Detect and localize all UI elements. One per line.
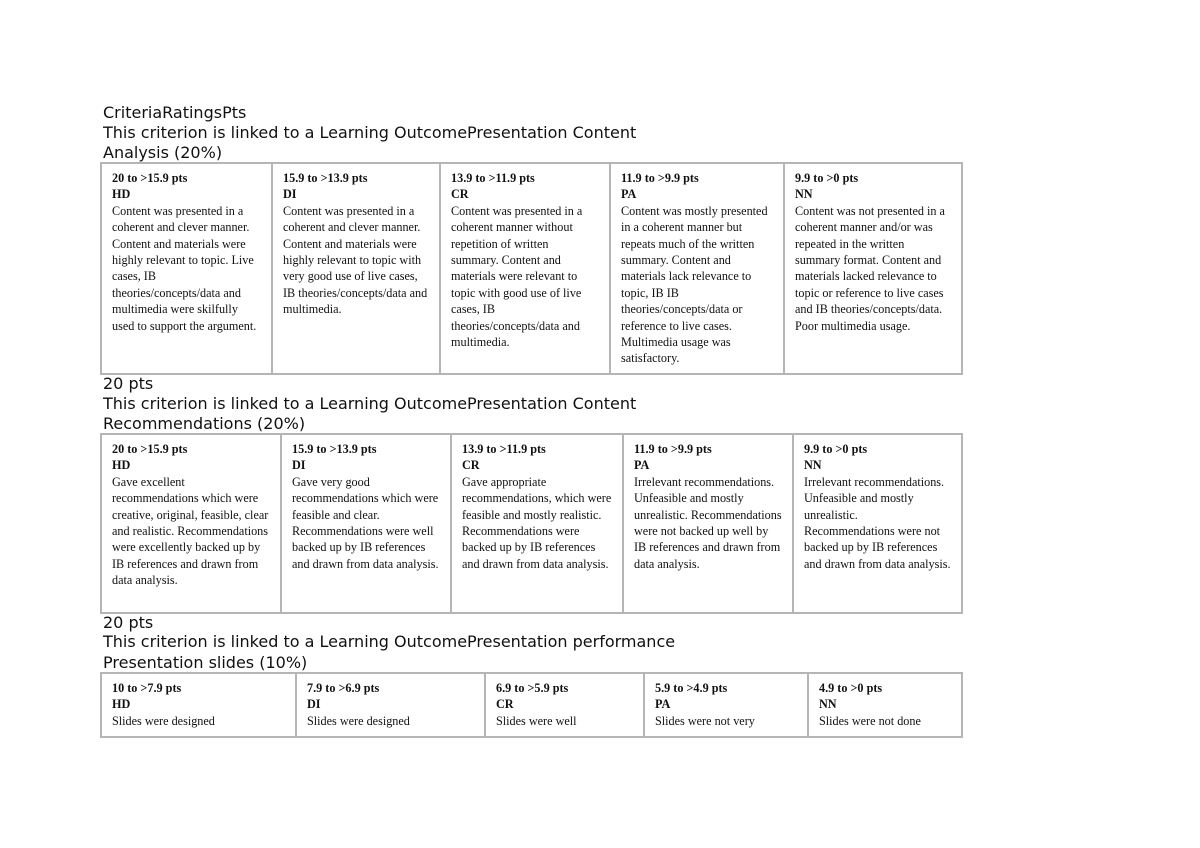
rating-range: 10 to >7.9 pts [112, 681, 182, 695]
rating-level: HD [112, 187, 131, 202]
rating-level: PA [655, 697, 671, 712]
rating-cell-nn [784, 163, 962, 374]
rating-level: PA [634, 458, 650, 473]
rating-range: 13.9 to >11.9 pts [451, 171, 535, 185]
rating-description: Content was presented in a coherent manner without repetition of written summary. Content and materials were relevant to topic with good use of live cases, IB theories/concepts/data and multimedia. [451, 203, 583, 350]
rating-description: Gave excellent recommendations which were creative, original, feasible, clear and realistic. Recommendations were excellently backed up by IB references and drawn from data analysis. [112, 474, 269, 588]
rating-range: 15.9 to >13.9 pts [292, 442, 377, 456]
criterion-3-title-line2: Presentation slides (10%) [103, 653, 308, 672]
rating-level: NN [819, 697, 837, 712]
rating-cell-cr [485, 673, 644, 737]
rating-description: Content was presented in a coherent and clever manner. Content and materials were highly relevant to topic. Live cases, IB theories/concepts/data and multimedia were skilfully used to support the argument. [112, 203, 257, 333]
criterion-2-ratings-table [100, 433, 963, 614]
rating-range: 20 to >15.9 pts [112, 442, 188, 456]
criterion-1-points: 20 pts [103, 374, 154, 393]
rating-cell-di [296, 673, 485, 737]
rating-range: 9.9 to >0 pts [795, 171, 859, 185]
rating-cell-hd [101, 673, 296, 737]
rating-level: DI [292, 458, 306, 473]
rating-range: 11.9 to >9.9 pts [621, 171, 699, 185]
rating-level: CR [496, 697, 514, 712]
rubric-header: CriteriaRatingsPts [103, 103, 247, 122]
rating-description: Slides were well [496, 713, 577, 728]
rating-cell-pa [644, 673, 808, 737]
rating-level: DI [283, 187, 297, 202]
criterion-1-title-line2: Analysis (20%) [103, 143, 223, 162]
rating-cell-cr [451, 434, 623, 613]
rating-range: 5.9 to >4.9 pts [655, 681, 728, 695]
rating-description: Irrelevant recommendations. Unfeasible and mostly unrealistic. Recommendations were not backed up well by IB references and drawn from data analysis. [634, 474, 782, 571]
rating-description: Gave very good recommendations which were feasible and clear. Recommendations were well backed up by IB references and drawn from data analysis. [292, 474, 439, 571]
criterion-2-title-line2: Recommendations (20%) [103, 414, 306, 433]
criterion-2-title-line1: This criterion is linked to a Learning OutcomePresentation Content [103, 394, 637, 413]
ratings-row [101, 673, 962, 737]
rating-level: HD [112, 458, 131, 473]
rating-range: 13.9 to >11.9 pts [462, 442, 546, 456]
rating-description: Slides were designed [112, 713, 215, 728]
rating-cell-di [272, 163, 440, 374]
ratings-row [101, 434, 962, 613]
rating-level: HD [112, 697, 131, 712]
rating-range: 9.9 to >0 pts [804, 442, 868, 456]
rating-cell-hd [101, 163, 272, 374]
rating-cell-cr [440, 163, 610, 374]
rating-range: 15.9 to >13.9 pts [283, 171, 368, 185]
rating-description: Content was not presented in a coherent manner and/or was repeated in the written summary format. Content and materials lacked relevance to topic or reference to live cases and IB theories/concepts/data. Poor multimedia usage. [795, 203, 945, 333]
rating-cell-di [281, 434, 451, 613]
rating-description: Content was mostly presented in a coherent manner but repeats much of the written summary. Content and materials lack relevance to topic, IB IB theories/concepts/data or reference to live cases. Multimedia usage was satisfactory. [621, 203, 768, 366]
criterion-3-ratings-table [100, 672, 963, 738]
rating-cell-pa [623, 434, 793, 613]
criterion-1-title-line1: This criterion is linked to a Learning OutcomePresentation Content [103, 123, 637, 142]
rating-cell-nn [808, 673, 962, 737]
rating-description: Slides were not very [655, 713, 755, 728]
rating-cell-hd [101, 434, 281, 613]
criterion-2-points: 20 pts [103, 613, 154, 632]
rating-cell-nn [793, 434, 962, 613]
rating-level: NN [795, 187, 813, 202]
rating-range: 4.9 to >0 pts [819, 681, 883, 695]
rating-level: CR [462, 458, 480, 473]
rating-cell-pa [610, 163, 784, 374]
rating-level: PA [621, 187, 637, 202]
rating-description: Content was presented in a coherent and clever manner. Content and materials were highly relevant to topic with very good use of live cases, IB theories/concepts/data and multimedia. [283, 203, 428, 317]
rating-description: Gave appropriate recommendations, which were feasible and mostly realistic. Recommendations were backed up by IB references and drawn from data analysis. [462, 474, 612, 571]
rating-level: DI [307, 697, 321, 712]
rating-description: Slides were not done [819, 713, 921, 728]
ratings-row [101, 163, 962, 374]
rating-range: 7.9 to >6.9 pts [307, 681, 380, 695]
criterion-3-title-line1: This criterion is linked to a Learning OutcomePresentation performance [103, 632, 676, 651]
rating-level: CR [451, 187, 469, 202]
rating-range: 11.9 to >9.9 pts [634, 442, 712, 456]
criterion-1-ratings-table [100, 162, 963, 375]
rating-description: Slides were designed [307, 713, 410, 728]
rating-range: 6.9 to >5.9 pts [496, 681, 569, 695]
rating-description: Irrelevant recommendations. Unfeasible and mostly unrealistic. Recommendations were not backed up by IB references and drawn from data analysis. [804, 474, 951, 571]
rating-level: NN [804, 458, 822, 473]
rating-range: 20 to >15.9 pts [112, 171, 188, 185]
